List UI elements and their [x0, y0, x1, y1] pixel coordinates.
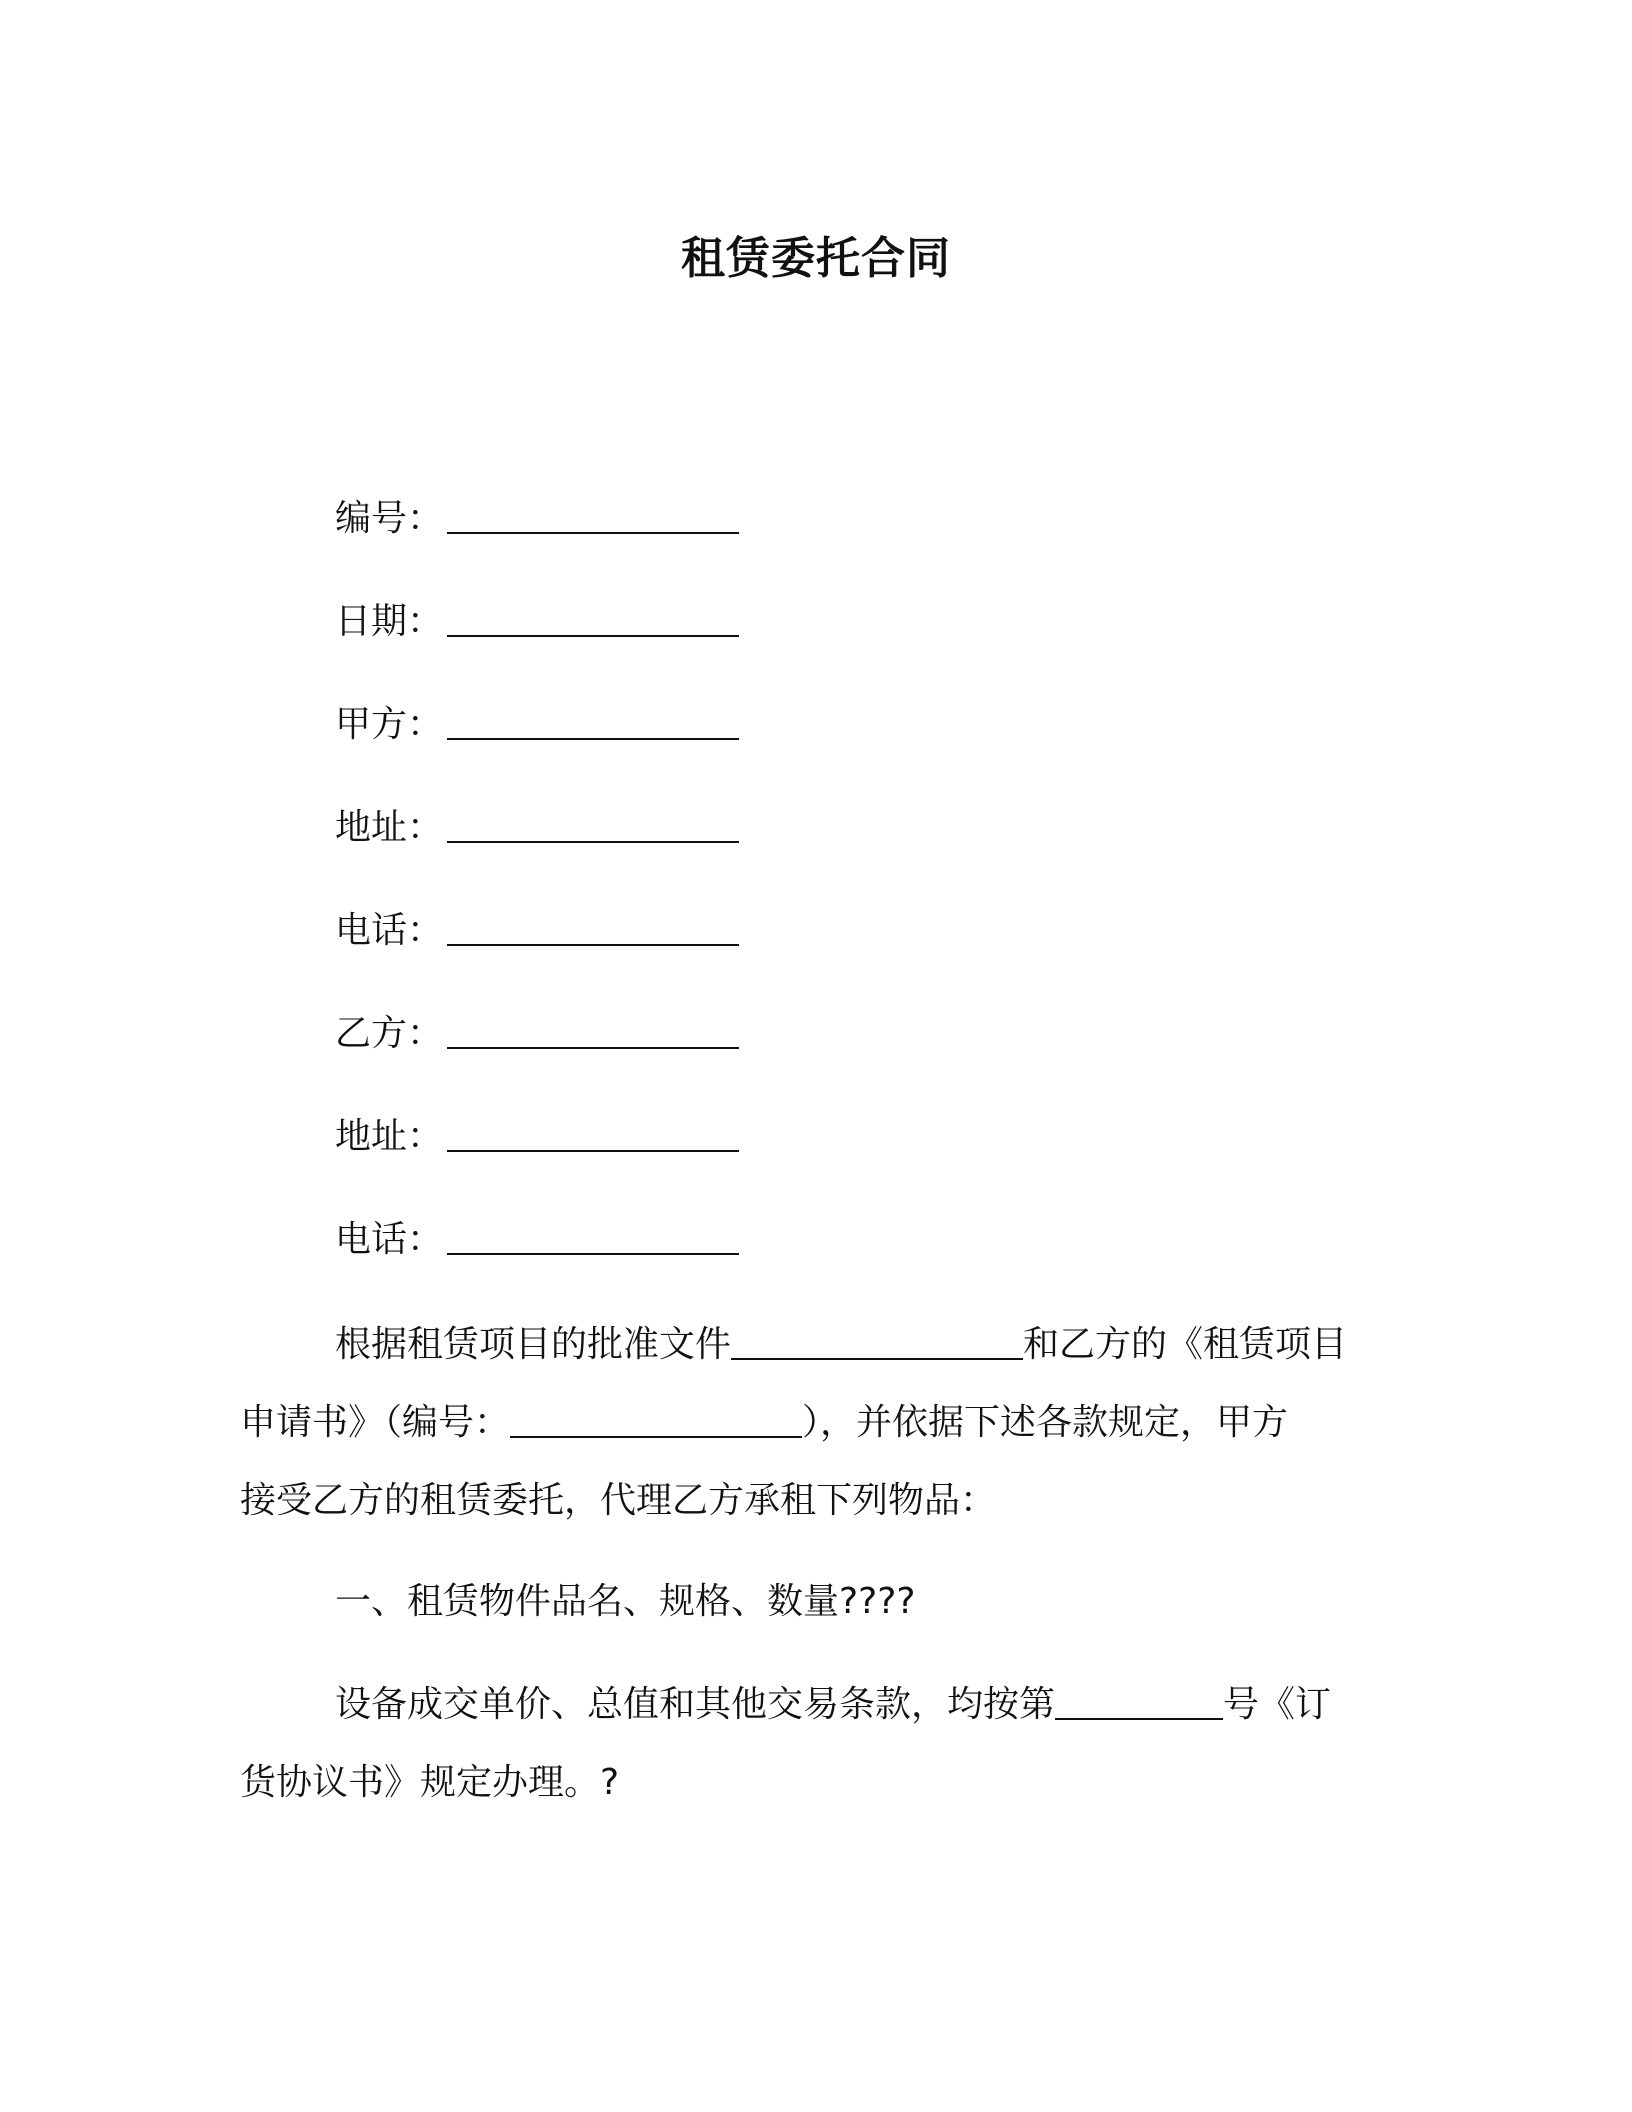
paragraph-line	[240, 1666, 1390, 1744]
field-number	[335, 497, 739, 541]
fill-in-blank[interactable]	[447, 914, 739, 946]
text-run: 申请书》（编号：	[240, 1402, 511, 1443]
field-label: 日期：	[335, 601, 444, 642]
text-run: 接受乙方的租赁委托，代理乙方承租下列物品：	[240, 1480, 997, 1521]
field-date	[335, 600, 739, 644]
text-run: 货协议书》规定办理。?	[240, 1762, 620, 1803]
field-party-a-address	[335, 806, 739, 850]
fill-in-blank[interactable]	[447, 1017, 739, 1049]
field-label: 电话：	[335, 1219, 444, 1260]
text-run: 根据租赁项目的批准文件	[335, 1324, 732, 1365]
field-party-a	[335, 703, 739, 747]
fill-in-blank[interactable]	[510, 1406, 802, 1438]
field-party-b-phone	[335, 1218, 739, 1262]
text-run: 设备成交单价、总值和其他交易条款，均按第	[335, 1684, 1056, 1725]
fill-in-blank[interactable]	[1055, 1688, 1223, 1720]
paragraph-pricing	[240, 1666, 1390, 1822]
field-party-b	[335, 1012, 739, 1056]
fill-in-blank[interactable]	[731, 1328, 1023, 1360]
paragraph-line	[240, 1744, 1390, 1822]
heading-line: 一、租赁物件品名、规格、数量????	[335, 1581, 916, 1622]
paragraph-line	[240, 1462, 1390, 1540]
field-label: 编号：	[335, 498, 444, 539]
field-label: 乙方：	[335, 1013, 444, 1054]
field-party-a-phone	[335, 909, 739, 953]
fill-in-blank[interactable]	[447, 605, 739, 637]
fill-in-blank[interactable]	[447, 1223, 739, 1255]
field-label: 甲方：	[335, 704, 444, 745]
field-label: 地址：	[335, 1116, 444, 1157]
document-title: 租赁委托合同	[681, 233, 951, 284]
fill-in-blank[interactable]	[447, 708, 739, 740]
paragraph-intro	[240, 1306, 1390, 1540]
text-run: ），并依据下述各款规定，甲方	[802, 1402, 1289, 1443]
paragraph-line	[240, 1306, 1390, 1384]
text-run: 号《订	[1223, 1684, 1332, 1725]
field-party-b-address	[335, 1115, 739, 1159]
fill-in-blank[interactable]	[447, 1120, 739, 1152]
fill-in-blank[interactable]	[447, 811, 739, 843]
text-run: 和乙方的《租赁项目	[1023, 1324, 1348, 1365]
field-label: 电话：	[335, 910, 444, 951]
fill-in-blank[interactable]	[447, 502, 739, 534]
section-heading	[240, 1563, 1390, 1641]
paragraph-line	[240, 1384, 1390, 1462]
field-label: 地址：	[335, 807, 444, 848]
